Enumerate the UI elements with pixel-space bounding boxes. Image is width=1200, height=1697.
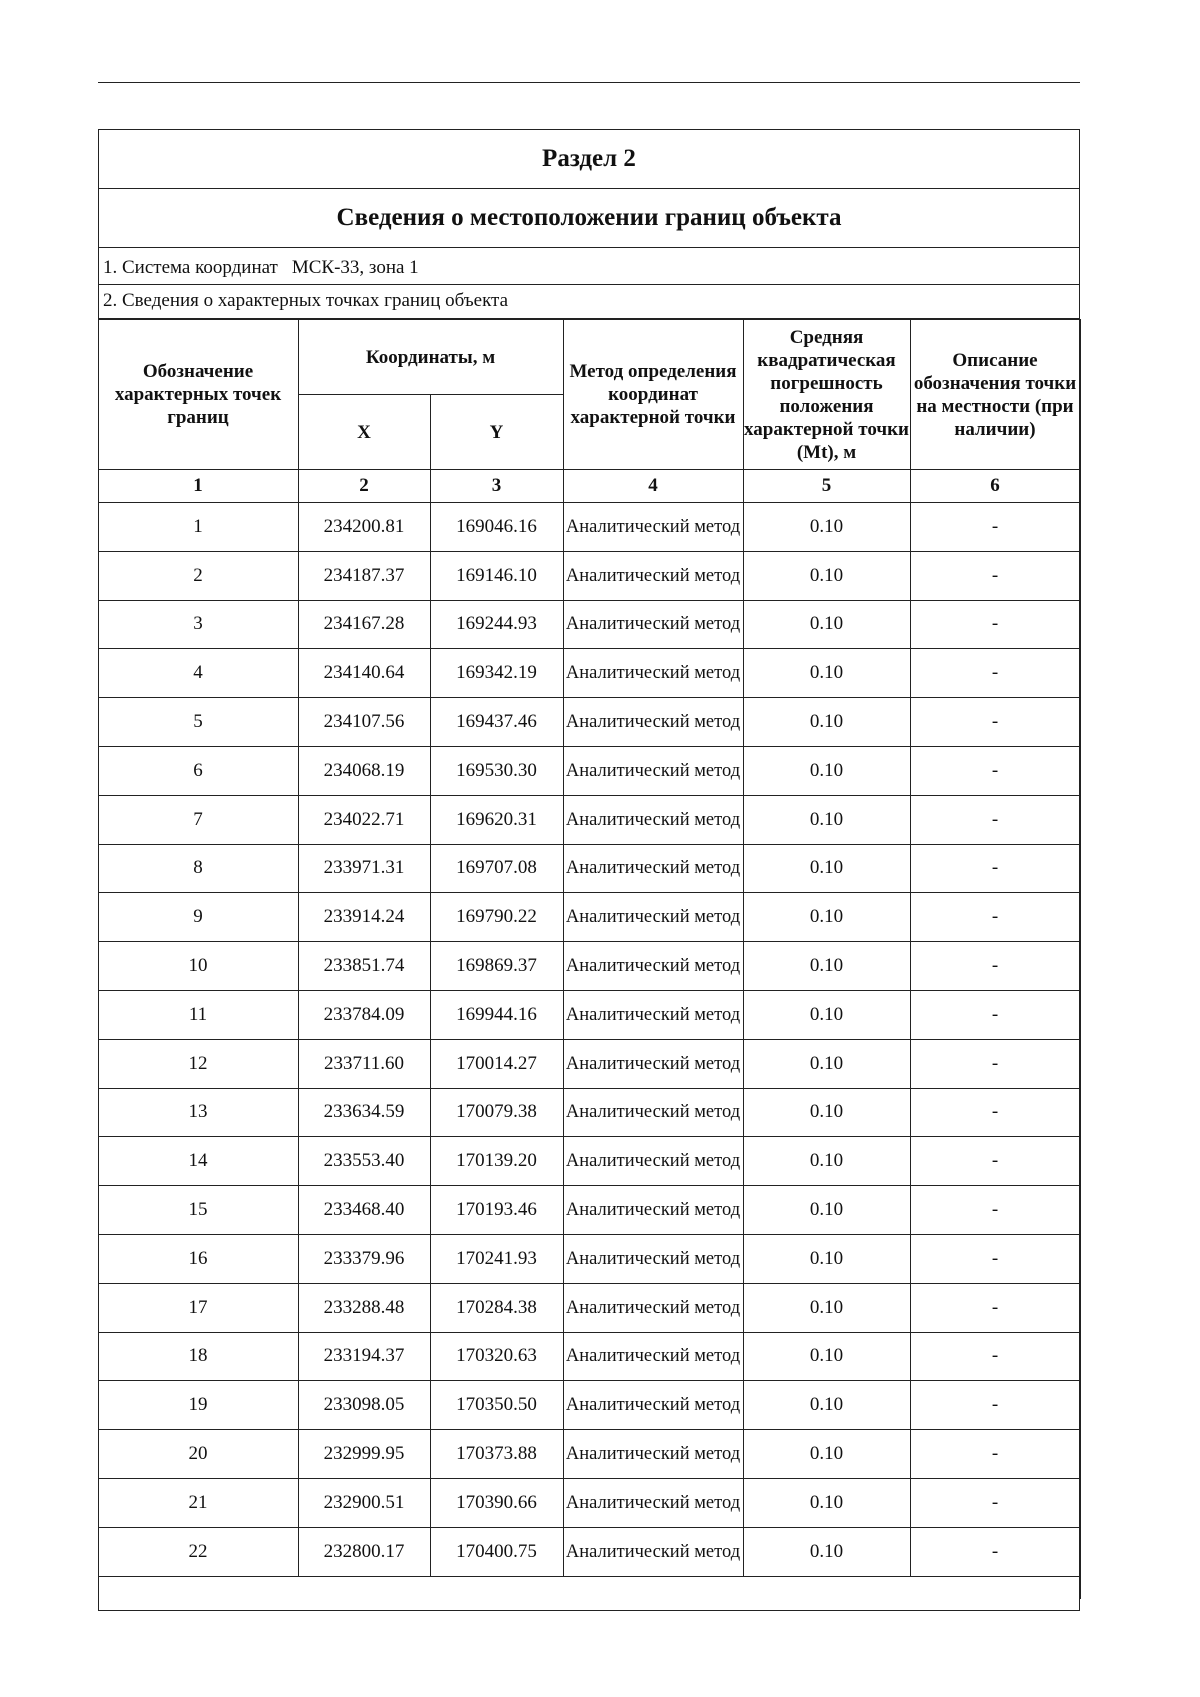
mean-error-cell: 0.10 xyxy=(743,844,910,893)
x-coordinate-cell: 233288.48 xyxy=(298,1283,430,1332)
mean-error-cell: 0.10 xyxy=(743,551,910,600)
x-coordinate-cell: 233971.31 xyxy=(298,844,430,893)
description-cell: - xyxy=(910,942,1080,991)
point-number-cell: 19 xyxy=(98,1381,298,1430)
method-cell: Аналитический метод xyxy=(563,698,743,747)
table-row xyxy=(98,649,1080,698)
point-number-cell: 3 xyxy=(98,600,298,649)
x-coordinate-cell: 234068.19 xyxy=(298,746,430,795)
mean-error-cell: 0.10 xyxy=(743,1527,910,1576)
mean-error-cell: 0.10 xyxy=(743,1234,910,1283)
description-cell: - xyxy=(910,1088,1080,1137)
y-coordinate-cell: 169790.22 xyxy=(430,893,563,942)
y-coordinate-cell: 170373.88 xyxy=(430,1430,563,1479)
header-method: Метод определения координат характерной точки xyxy=(563,320,743,470)
method-cell: Аналитический метод xyxy=(563,551,743,600)
description-cell: - xyxy=(910,746,1080,795)
column-number: 1 xyxy=(98,470,298,503)
document-frame xyxy=(98,129,1080,1611)
method-cell: Аналитический метод xyxy=(563,1137,743,1186)
mean-error-cell: 0.10 xyxy=(743,893,910,942)
table-row xyxy=(98,1332,1080,1381)
method-cell: Аналитический метод xyxy=(563,600,743,649)
description-cell: - xyxy=(910,1039,1080,1088)
header-mean-error: Средняя квадратическая погрешность положения характерной точки (Mt), м xyxy=(743,320,910,470)
y-coordinate-cell: 169620.31 xyxy=(430,795,563,844)
point-number-cell: 8 xyxy=(98,844,298,893)
table-row xyxy=(98,1234,1080,1283)
point-number-cell: 10 xyxy=(98,942,298,991)
coordinate-system-line xyxy=(99,248,1079,285)
x-coordinate-cell: 233553.40 xyxy=(298,1137,430,1186)
column-number: 3 xyxy=(430,470,563,503)
header-description: Описание обозначения точки на местности (при наличии) xyxy=(910,320,1080,470)
point-number-cell: 5 xyxy=(98,698,298,747)
x-coordinate-cell: 232800.17 xyxy=(298,1527,430,1576)
point-number-cell: 11 xyxy=(98,990,298,1039)
x-coordinate-cell: 233784.09 xyxy=(298,990,430,1039)
table-row xyxy=(98,1039,1080,1088)
description-cell: - xyxy=(910,1527,1080,1576)
description-cell: - xyxy=(910,600,1080,649)
document-title: Сведения о местоположении границ объекта xyxy=(99,189,1079,248)
table-end-row xyxy=(98,1576,1080,1599)
table-row xyxy=(98,1527,1080,1576)
x-coordinate-cell: 233634.59 xyxy=(298,1088,430,1137)
point-number-cell: 21 xyxy=(98,1478,298,1527)
x-coordinate-cell: 233468.40 xyxy=(298,1186,430,1235)
x-coordinate-cell: 234187.37 xyxy=(298,551,430,600)
description-cell: - xyxy=(910,1234,1080,1283)
y-coordinate-cell: 169437.46 xyxy=(430,698,563,747)
mean-error-cell: 0.10 xyxy=(743,746,910,795)
table-row xyxy=(98,942,1080,991)
column-number: 2 xyxy=(298,470,430,503)
method-cell: Аналитический метод xyxy=(563,1234,743,1283)
mean-error-cell: 0.10 xyxy=(743,1381,910,1430)
x-coordinate-cell: 233379.96 xyxy=(298,1234,430,1283)
point-number-cell: 13 xyxy=(98,1088,298,1137)
y-coordinate-cell: 170320.63 xyxy=(430,1332,563,1381)
y-coordinate-cell: 169146.10 xyxy=(430,551,563,600)
description-cell: - xyxy=(910,551,1080,600)
table-row xyxy=(98,1430,1080,1479)
mean-error-cell: 0.10 xyxy=(743,795,910,844)
point-number-cell: 17 xyxy=(98,1283,298,1332)
method-cell: Аналитический метод xyxy=(563,942,743,991)
x-coordinate-cell: 232900.51 xyxy=(298,1478,430,1527)
column-number: 5 xyxy=(743,470,910,503)
x-coordinate-cell: 234022.71 xyxy=(298,795,430,844)
y-coordinate-cell: 169244.93 xyxy=(430,600,563,649)
section-title: Раздел 2 xyxy=(99,130,1079,189)
mean-error-cell: 0.10 xyxy=(743,649,910,698)
point-number-cell: 12 xyxy=(98,1039,298,1088)
point-number-cell: 14 xyxy=(98,1137,298,1186)
description-cell: - xyxy=(910,1381,1080,1430)
y-coordinate-cell: 169944.16 xyxy=(430,990,563,1039)
description-cell: - xyxy=(910,503,1080,552)
method-cell: Аналитический метод xyxy=(563,1527,743,1576)
x-coordinate-cell: 234200.81 xyxy=(298,503,430,552)
mean-error-cell: 0.10 xyxy=(743,1430,910,1479)
x-coordinate-cell: 234167.28 xyxy=(298,600,430,649)
point-number-cell: 15 xyxy=(98,1186,298,1235)
description-cell: - xyxy=(910,1283,1080,1332)
method-cell: Аналитический метод xyxy=(563,1039,743,1088)
y-coordinate-cell: 169046.16 xyxy=(430,503,563,552)
table-row xyxy=(98,795,1080,844)
table-end-cell xyxy=(98,1576,1080,1599)
mean-error-cell: 0.10 xyxy=(743,503,910,552)
description-cell: - xyxy=(910,795,1080,844)
method-cell: Аналитический метод xyxy=(563,1088,743,1137)
table-row xyxy=(98,1186,1080,1235)
header-point-designation: Обозначение характерных точек границ xyxy=(98,320,298,470)
point-number-cell: 22 xyxy=(98,1527,298,1576)
mean-error-cell: 0.10 xyxy=(743,990,910,1039)
description-cell: - xyxy=(910,1332,1080,1381)
coordinate-system-value: МСК-33, зона 1 xyxy=(291,257,419,278)
method-cell: Аналитический метод xyxy=(563,795,743,844)
table-row xyxy=(98,893,1080,942)
y-coordinate-cell: 170400.75 xyxy=(430,1527,563,1576)
description-cell: - xyxy=(910,698,1080,747)
point-number-cell: 20 xyxy=(98,1430,298,1479)
description-cell: - xyxy=(910,1430,1080,1479)
method-cell: Аналитический метод xyxy=(563,1381,743,1430)
y-coordinate-cell: 169707.08 xyxy=(430,844,563,893)
method-cell: Аналитический метод xyxy=(563,1478,743,1527)
description-cell: - xyxy=(910,1478,1080,1527)
table-row xyxy=(98,746,1080,795)
table-row xyxy=(98,990,1080,1039)
mean-error-cell: 0.10 xyxy=(743,1088,910,1137)
description-cell: - xyxy=(910,649,1080,698)
mean-error-cell: 0.10 xyxy=(743,1478,910,1527)
y-coordinate-cell: 169342.19 xyxy=(430,649,563,698)
y-coordinate-cell: 169530.30 xyxy=(430,746,563,795)
y-coordinate-cell: 170014.27 xyxy=(430,1039,563,1088)
point-number-cell: 9 xyxy=(98,893,298,942)
point-number-cell: 18 xyxy=(98,1332,298,1381)
points-heading: 2. Сведения о характерных точках границ объекта xyxy=(99,285,1079,319)
top-rule xyxy=(98,82,1080,83)
method-cell: Аналитический метод xyxy=(563,746,743,795)
column-number: 6 xyxy=(910,470,1080,503)
mean-error-cell: 0.10 xyxy=(743,1332,910,1381)
y-coordinate-cell: 170139.20 xyxy=(430,1137,563,1186)
point-number-cell: 4 xyxy=(98,649,298,698)
coordinate-system-label: 1. Система координат xyxy=(103,257,278,278)
mean-error-cell: 0.10 xyxy=(743,698,910,747)
table-row xyxy=(98,844,1080,893)
mean-error-cell: 0.10 xyxy=(743,1283,910,1332)
column-numbers-row xyxy=(98,470,1080,503)
x-coordinate-cell: 234140.64 xyxy=(298,649,430,698)
description-cell: - xyxy=(910,893,1080,942)
y-coordinate-cell: 170193.46 xyxy=(430,1186,563,1235)
y-coordinate-cell: 170241.93 xyxy=(430,1234,563,1283)
point-number-cell: 6 xyxy=(98,746,298,795)
method-cell: Аналитический метод xyxy=(563,1283,743,1332)
method-cell: Аналитический метод xyxy=(563,649,743,698)
table-row xyxy=(98,503,1080,552)
table-row xyxy=(98,698,1080,747)
mean-error-cell: 0.10 xyxy=(743,1186,910,1235)
method-cell: Аналитический метод xyxy=(563,844,743,893)
method-cell: Аналитический метод xyxy=(563,893,743,942)
mean-error-cell: 0.10 xyxy=(743,600,910,649)
point-number-cell: 2 xyxy=(98,551,298,600)
table-row xyxy=(98,551,1080,600)
y-coordinate-cell: 170350.50 xyxy=(430,1381,563,1430)
y-coordinate-cell: 170284.38 xyxy=(430,1283,563,1332)
boundary-points-table xyxy=(98,319,1081,1599)
table-row xyxy=(98,1283,1080,1332)
description-cell: - xyxy=(910,844,1080,893)
mean-error-cell: 0.10 xyxy=(743,942,910,991)
table-row xyxy=(98,1381,1080,1430)
x-coordinate-cell: 233098.05 xyxy=(298,1381,430,1430)
table-row xyxy=(98,1478,1080,1527)
header-coordinates: Координаты, м xyxy=(298,320,563,395)
point-number-cell: 7 xyxy=(98,795,298,844)
point-number-cell: 16 xyxy=(98,1234,298,1283)
table-row xyxy=(98,1088,1080,1137)
description-cell: - xyxy=(910,1137,1080,1186)
x-coordinate-cell: 233914.24 xyxy=(298,893,430,942)
method-cell: Аналитический метод xyxy=(563,1186,743,1235)
x-coordinate-cell: 232999.95 xyxy=(298,1430,430,1479)
point-number-cell: 1 xyxy=(98,503,298,552)
column-number: 4 xyxy=(563,470,743,503)
header-x: X xyxy=(298,395,430,470)
description-cell: - xyxy=(910,990,1080,1039)
method-cell: Аналитический метод xyxy=(563,1332,743,1381)
x-coordinate-cell: 234107.56 xyxy=(298,698,430,747)
table-row xyxy=(98,1137,1080,1186)
x-coordinate-cell: 233851.74 xyxy=(298,942,430,991)
x-coordinate-cell: 233711.60 xyxy=(298,1039,430,1088)
y-coordinate-cell: 169869.37 xyxy=(430,942,563,991)
method-cell: Аналитический метод xyxy=(563,990,743,1039)
header-y: Y xyxy=(430,395,563,470)
mean-error-cell: 0.10 xyxy=(743,1039,910,1088)
x-coordinate-cell: 233194.37 xyxy=(298,1332,430,1381)
mean-error-cell: 0.10 xyxy=(743,1137,910,1186)
description-cell: - xyxy=(910,1186,1080,1235)
method-cell: Аналитический метод xyxy=(563,1430,743,1479)
y-coordinate-cell: 170079.38 xyxy=(430,1088,563,1137)
y-coordinate-cell: 170390.66 xyxy=(430,1478,563,1527)
table-row xyxy=(98,600,1080,649)
method-cell: Аналитический метод xyxy=(563,503,743,552)
